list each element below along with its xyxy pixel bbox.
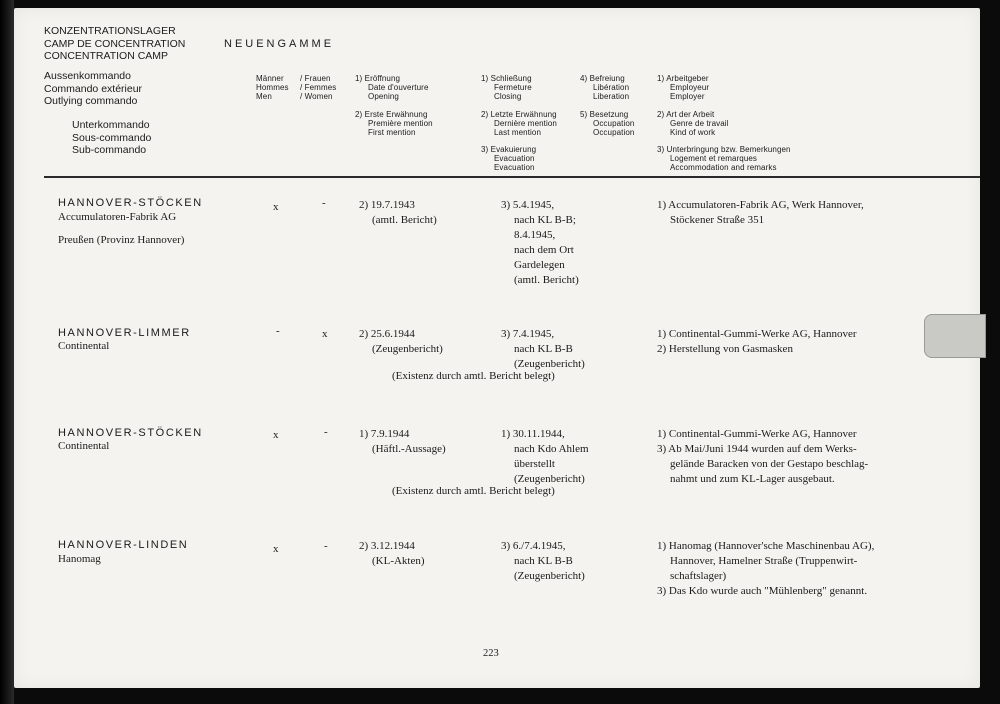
women-mark: -	[324, 426, 328, 438]
document-page	[14, 8, 980, 688]
entry-opening: 2) 19.7.1943 (amtl. Bericht)	[359, 199, 437, 226]
entry-opening: 2) 3.12.1944 (KL-Akten)	[359, 540, 425, 567]
entry-remarks: 1) Hanomag (Hannover'sche Maschinenbau AG), Hannover, Hamelner Straße (Truppenwirt- schaftslager) 3) Das Kdo wurde auch "Mühlenberg" genannt.	[657, 540, 875, 597]
header-closing: 1) Schließung Fermeture Closing	[481, 74, 532, 102]
header-first-mention: 2) Erste Erwähnung Première mention First mention	[355, 110, 433, 138]
men-mark: x	[273, 201, 279, 213]
header-last-mention: 2) Letzte Erwähnung Dernière mention Last mention	[481, 110, 557, 138]
entry-title: HANNOVER-STÖCKEN	[58, 427, 203, 439]
entry-remarks: 1) Continental-Gummi-Werke AG, Hannover 3) Ab Mai/Juni 1944 wurden auf dem Werks- gelände Baracken von der Gestapo beschlag- nahmt und zum KL-Lager ausgebaut.	[657, 428, 869, 485]
entry-subtitle: Continental	[58, 440, 110, 452]
gender-header-left: Männer Hommes Men	[256, 74, 289, 102]
women-mark: -	[322, 197, 326, 209]
header-rule	[44, 176, 980, 178]
header-occupation: 5) Besetzung Occupation Occupation	[580, 110, 635, 138]
entry-title: HANNOVER-LINDEN	[58, 539, 189, 551]
sub-label: Unterkommando Sous-commando Sub-commando	[72, 119, 152, 156]
men-mark: -	[276, 325, 280, 337]
entry-subtitle: Hanomag	[58, 553, 101, 565]
outlying-label: Aussenkommando Commando extérieur Outlying commando	[44, 70, 143, 107]
header-accommodation: 3) Unterbringung bzw. Bemerkungen Logement et remarques Accommodation and remarks	[657, 145, 791, 173]
entry-subtitle: Accumulatoren-Fabrik AG Preußen (Provinz Hannover)	[58, 211, 185, 246]
entry-note: (Existenz durch amtl. Bericht belegt)	[392, 370, 555, 382]
header-opening: 1) Eröffnung Date d'ouverture Opening	[355, 74, 429, 102]
entry-opening: 1) 7.9.1944 (Häftl.-Aussage)	[359, 428, 446, 455]
header-evacuation: 3) Evakuierung Evacuation Evacuation	[481, 145, 537, 173]
women-mark: x	[322, 328, 328, 340]
men-mark: x	[273, 543, 279, 555]
camp-name: NEUENGAMME	[224, 38, 335, 50]
book-spine	[0, 0, 14, 704]
gender-header-right: / Frauen / Femmes / Women	[300, 74, 337, 102]
entry-closing: 3) 5.4.1945, nach KL B-B; 8.4.1945, nach dem Ort Gardelegen (amtl. Bericht)	[501, 199, 579, 286]
entry-remarks: 1) Continental-Gummi-Werke AG, Hannover 2) Herstellung von Gasmasken	[657, 328, 857, 355]
page-number: 223	[483, 648, 499, 659]
entry-opening: 2) 25.6.1944 (Zeugenbericht)	[359, 328, 443, 355]
header-liberation: 4) Befreiung Libération Liberation	[580, 74, 630, 102]
entry-closing: 3) 7.4.1945, nach KL B-B (Zeugenbericht)	[501, 328, 585, 370]
entry-subtitle: Continental	[58, 340, 110, 352]
header-employer: 1) Arbeitgeber Employeur Employer	[657, 74, 710, 102]
entry-note: (Existenz durch amtl. Bericht belegt)	[392, 485, 555, 497]
entry-title: HANNOVER-STÖCKEN	[58, 197, 203, 209]
entry-title: HANNOVER-LIMMER	[58, 327, 191, 339]
header-kind-of-work: 2) Art der Arbeit Genre de travail Kind of work	[657, 110, 729, 138]
entry-remarks: 1) Accumulatoren-Fabrik AG, Werk Hannover, Stöckener Straße 351	[657, 199, 864, 226]
camp-label: KONZENTRATIONSLAGER CAMP DE CONCENTRATION CONCENTRATION CAMP	[44, 25, 186, 62]
women-mark: -	[324, 540, 328, 552]
entry-closing: 3) 6./7.4.1945, nach KL B-B (Zeugenbericht)	[501, 540, 585, 582]
entry-closing: 1) 30.11.1944, nach Kdo Ahlem überstellt (Zeugenbericht)	[501, 428, 589, 485]
page-tab	[924, 314, 986, 358]
men-mark: x	[273, 429, 279, 441]
